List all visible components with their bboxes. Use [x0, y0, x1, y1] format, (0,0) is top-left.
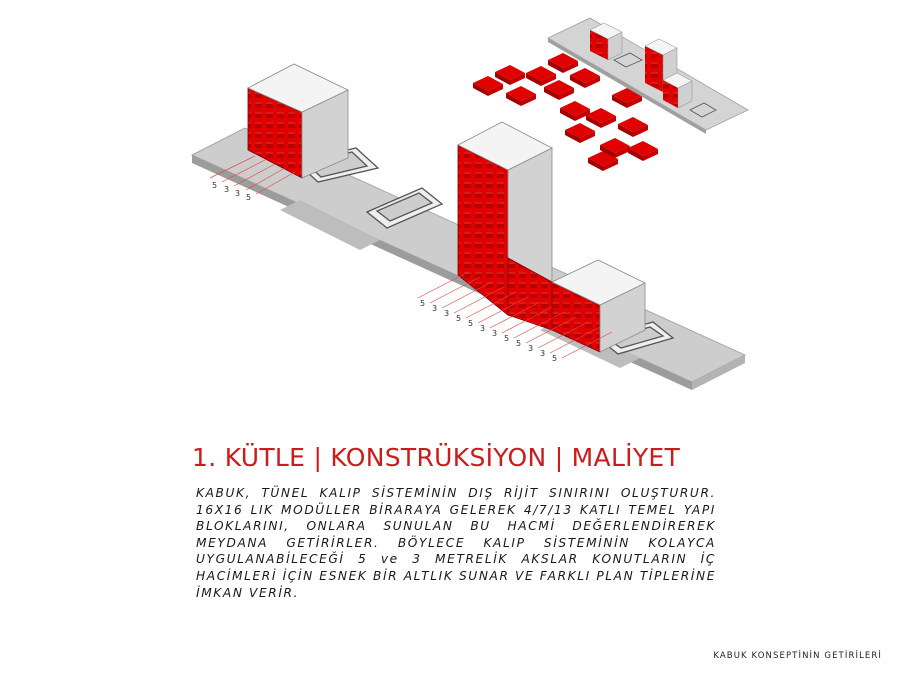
- dim-large-8: 5: [504, 334, 510, 343]
- slide-body-text: KABUK, TÜNEL KALIP SİSTEMİNİN DIŞ RİJİT SINIRINI OLUŞTURUR. 16X16 LIK MODÜLLER BİRARAYA GELEREK 4/7/13 KATLI TEMEL YAPI BLOKLARINI, ONLARA SUNULAN BU HACMİ DEĞERLENDİREREK MEYDANA GETİRİRLER. BÖYLECE KALIP SİSTEMİNİN KOLAYCA UYGULANABİLECEĞİ 5 ve 3 METRELİK AKSLAR KONUTLARIN İÇ HACİMLERİ İÇİN ESNEK BİR ALTLIK SUNAR VE FARKLI PLAN TİPLERİNE İMKAN VERİR.: [196, 486, 716, 600]
- dim-large-6: 3: [480, 324, 486, 333]
- dim-large-1: 5: [420, 299, 426, 308]
- dim-small-3: 3: [235, 189, 241, 198]
- dim-large-12: 5: [552, 354, 558, 363]
- dim-large-10: 3: [528, 344, 534, 353]
- dim-large-5: 5: [468, 319, 474, 328]
- dim-small-4: 5: [246, 193, 252, 202]
- dim-large-7: 3: [492, 329, 498, 338]
- dim-large-9: 5: [516, 339, 522, 348]
- dim-large-4: 5: [456, 314, 462, 323]
- dim-small-2: 3: [224, 185, 230, 194]
- dim-large-3: 3: [444, 309, 450, 318]
- slide-footer: KABUK KONSEPTİNİN GETİRİLERİ: [713, 651, 882, 661]
- slide-title: 1. KÜTLE | KONSTRÜKSİYON | MALİYET: [192, 443, 681, 472]
- dim-small-1: 5: [212, 181, 218, 190]
- dim-large-2: 3: [432, 304, 438, 313]
- dim-large-11: 3: [540, 349, 546, 358]
